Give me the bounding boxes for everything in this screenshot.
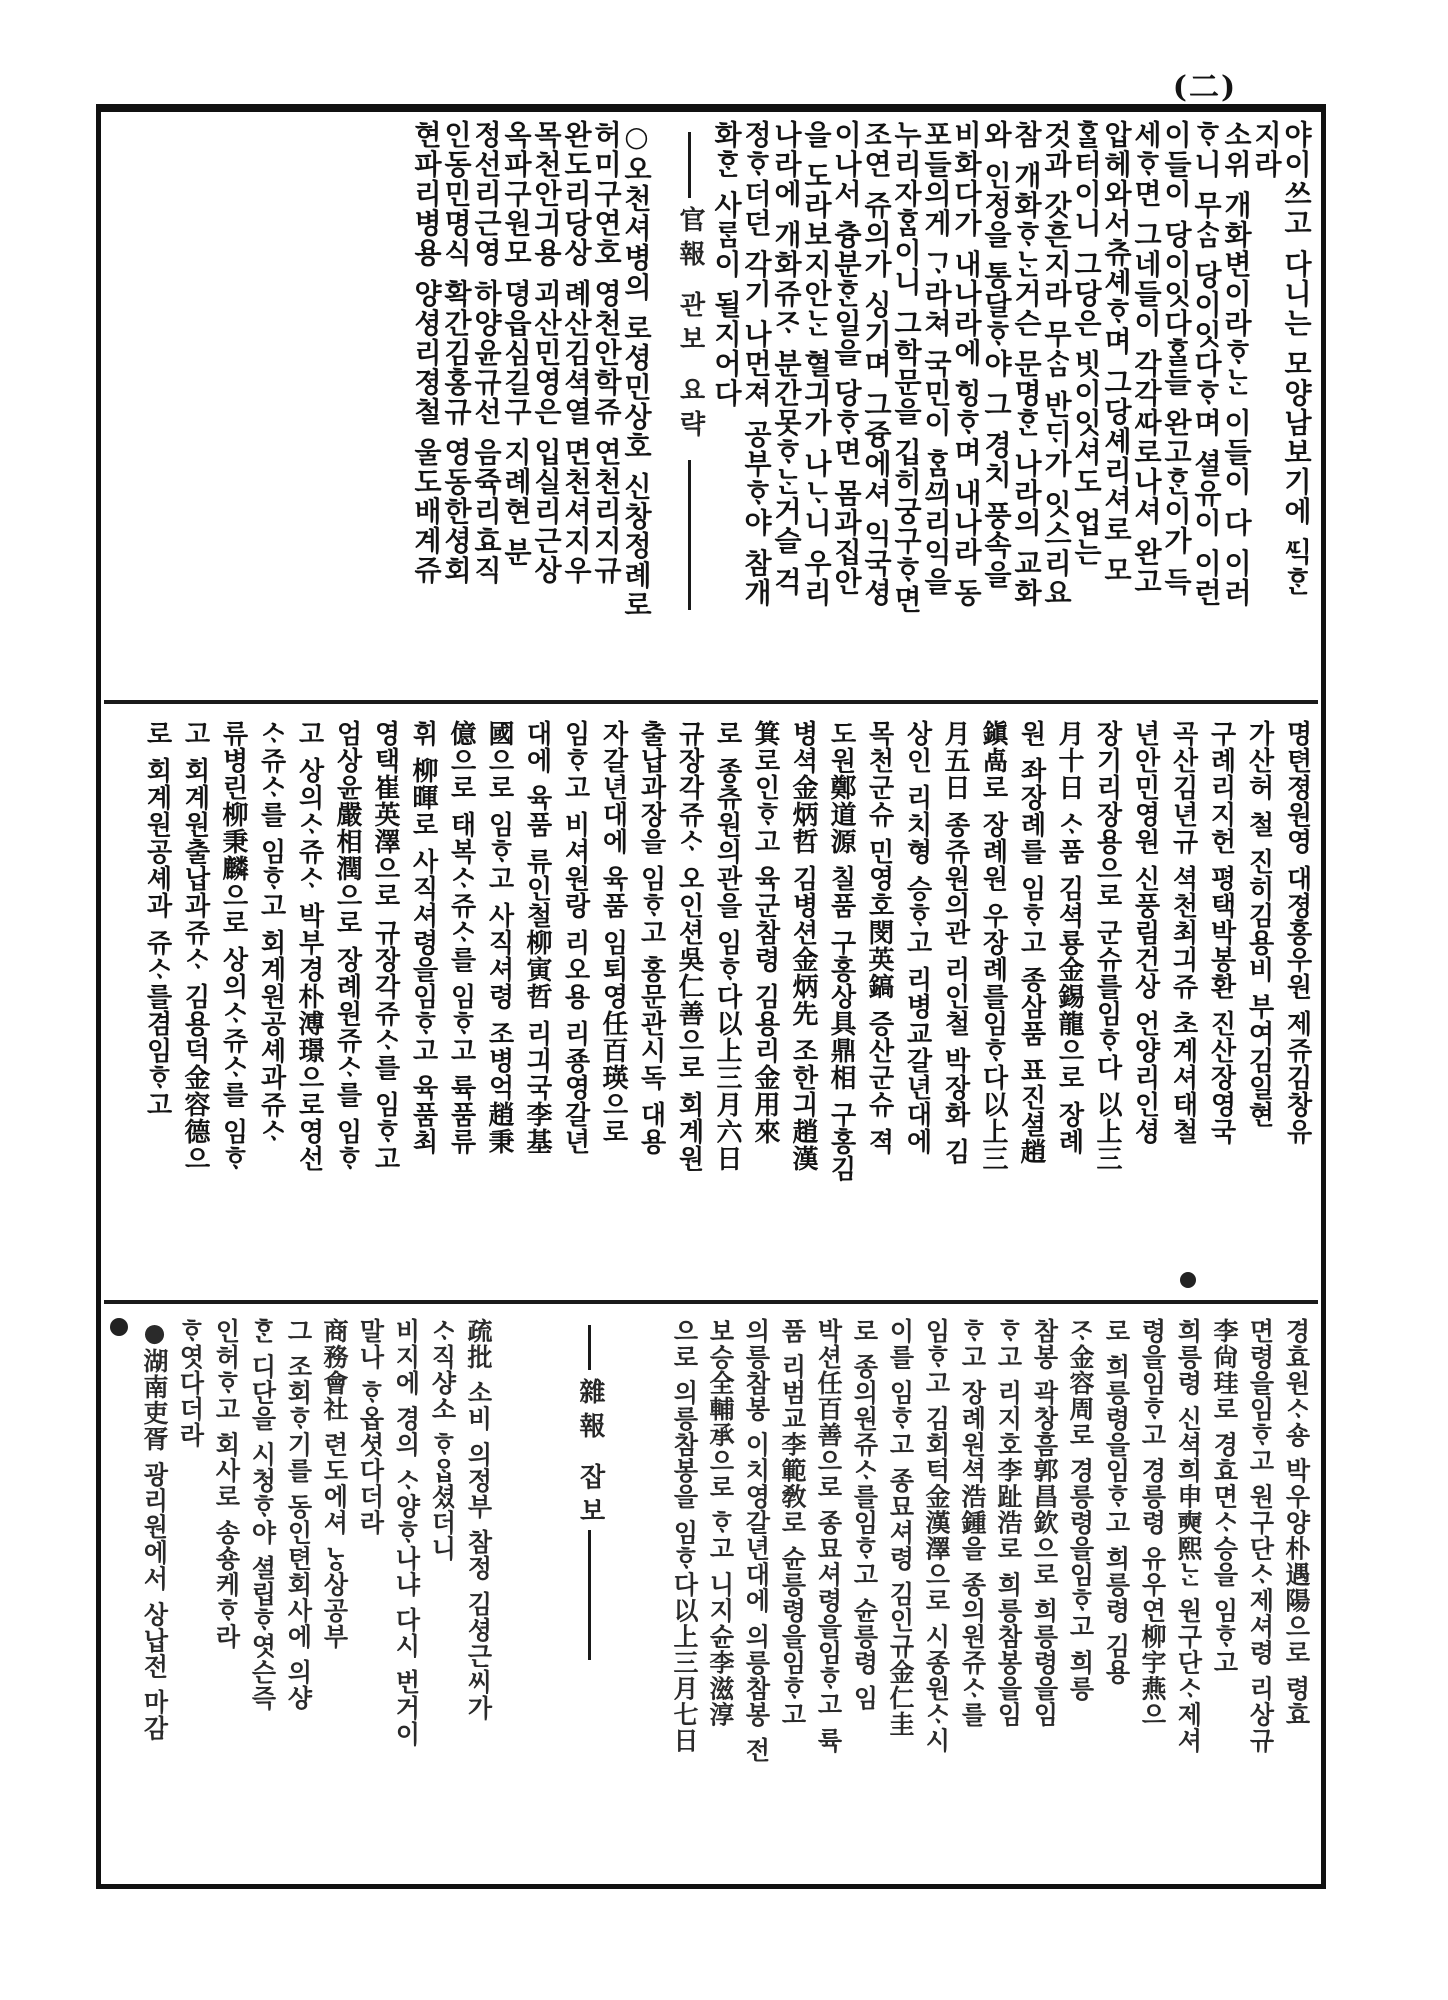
heading-rule-top [588, 1325, 591, 1370]
text-column: 년안민영원 신풍림건상 언양리인셩 [1130, 720, 1160, 1146]
text-column: 李尙珪로 경효면ᄉᆞ승을 임ᄒᆞ고 [1210, 1318, 1239, 1676]
text-column: ᄒᆞ니 무ᄉᆞᆷ 당이잇다ᄒᆞ며 셜유이 이런 [1190, 120, 1223, 608]
text-column: 휘 柳暉로 사직셔령을임ᄒᆞ고 육품최 [408, 720, 438, 1156]
text-column: 로 종의원쥬ᄉᆞ를임ᄒᆞ고 슌릉령 임 [850, 1318, 879, 1712]
text-column: 로 종츄원의관을 임ᄒᆞ다以上三月六日 [712, 720, 742, 1173]
text-column: 임ᄒᆞ고 김회턱金漢澤으로 시종원ᄉᆞ시 [922, 1318, 951, 1754]
text-column: 것과 갓흔지라 무ᄉᆞᆷ 반ᄃᆡ가 잇스리요 [1040, 120, 1073, 608]
text-column: 정ᄒᆞ더던 각기 나먼져 공부ᄒᆞ야 참개 [740, 120, 773, 608]
text-column: 로 회계원공셰과 쥬ᄉᆞ를겸임ᄒᆞ고 [142, 720, 172, 1119]
text-column: 야이쓰고 다니는 모양남보기에 ᄯᅵᆨᄒᆞᆫ [1280, 120, 1313, 597]
text-column: 鎭卨로 장례원 우장례를임ᄒᆞ다以上三 [978, 720, 1008, 1173]
text-column: 곡산김년규 셕천최긔쥬 초계셔태철 [1168, 720, 1198, 1146]
text-column: ᄉᆞ쥬ᄉᆞ를 임ᄒᆞ고 회계원공셰과쥬ᄉᆞ [256, 720, 286, 1146]
text-column: 목천군슈 민영호閔英鎬 증산군슈 젹 [864, 720, 894, 1156]
text-column: 세ᄒᆞ면 그네들이 각각ᄯᅡ로나셔 완고 [1130, 120, 1163, 597]
text-column: 말나 ᄒᆞ옵셧다더라 [356, 1318, 385, 1536]
text-column: 을 도라보지안ᄂᆞᆫ 혈긔가 나ᄂᆞ니 우리 [800, 120, 833, 608]
text-column: 月五日 종쥬원의관 리인철 박장화 김 [940, 720, 970, 1166]
text-column: 箕로인ᄒᆞ고 육군참령 김용리金用來 [750, 720, 780, 1146]
text-column: 조연 쥬의가 싱기며 그즁에셔 익국셩 [860, 120, 893, 608]
text-column: 도원鄭道源 칠품 구홍상具鼎相 구홍김 [826, 720, 856, 1183]
text-column: 이들이 당이잇다ᄒᆞᆯ들 완고ᄒᆞᆫ이가 득 [1160, 120, 1193, 597]
text-column: 경효원ᄉᆞ숑 박우양朴遇陽으로 령효 [1282, 1318, 1311, 1728]
text-column: 商務會社 련도에셔 ᄂᆞᆼ상공부 [320, 1318, 349, 1650]
text-column: ᄒᆞᆫ 디단을 시청ᄒᆞ야 셜립ᄒᆞ엿슨즉 [248, 1318, 277, 1712]
text-column: 임ᄒᆞ고 비셔원랑 리오용 리죵영갈년 [560, 720, 590, 1156]
text-column: ᄌᆞ金容周로 경릉령을임ᄒᆞ고 희릉 [1066, 1318, 1095, 1702]
text-column: 옥파구원모 뎡읍심길구 지례현 분 [500, 120, 533, 567]
ink-blot [110, 1318, 128, 1336]
text-column: 화ᄒᆞᆫ 사ᄅᆞᆷ이 될지어다 [710, 120, 743, 408]
text-column: 國으로 임ᄒᆞ고 사직셔령 조병억趙秉 [484, 720, 514, 1156]
text-column: 와 인정을 통달ᄒᆞ야 그 경치 풍속을 [980, 120, 1013, 590]
text-column: 소위 개화변이라ᄒᆞᄂᆞᆫ 이들이 다 이러 [1220, 120, 1253, 608]
text-column: 고 회계원출납과쥬ᄉᆞ 김용덕金容德으 [180, 720, 210, 1173]
text-column: 정선리근영 하양윤규선 음쥭리효직 [470, 120, 503, 585]
text-column: 비화다가 내나라에 힝ᄒᆞ며 내나라 동 [950, 120, 983, 608]
text-column: ᄒᆞ엿다더라 [176, 1318, 205, 1448]
tier-divider-1 [104, 700, 1318, 704]
text-column: 완도리당상 례산김셕열 면천셔지우 [560, 120, 593, 585]
text-column: 누리자ᄒᆞᆷ이니 그학문을 깁히궁구ᄒᆞ면 [890, 120, 923, 615]
text-column: 자갈년대에 육품 임퇴영任百瑛으로 [598, 720, 628, 1146]
text-column: 압헤와서츄셰ᄒᆞ며 그당셰리셔로 모 [1100, 120, 1133, 585]
text-column: 엄상윤嚴相潤으로 장례원쥬ᄉᆞ를 임ᄒᆞ [332, 720, 362, 1173]
text-column: 로 희릉령을임ᄒᆞ고 희릉령 김용 [1102, 1318, 1131, 1686]
text-column: 億으로 태복ᄉᆞ쥬ᄉᆞ를 임ᄒᆞ고 륙품류 [446, 720, 476, 1156]
text-column: 대에 육품 류인철柳寅哲 리긔국李基 [522, 720, 552, 1156]
heading-rule-bottom [688, 460, 691, 610]
text-column: 장기리장용으로 군슈를임ᄒᆞ다 以上三 [1092, 720, 1122, 1173]
text-column: 출납과장을 임ᄒᆞ고 홍문관시독 대용 [636, 720, 666, 1156]
text-column: 규장각쥬ᄉᆞ 오인션吳仁善으로 회계원 [674, 720, 704, 1173]
text-column: ᄒᆞ고 리지호李趾浩로 희릉참봉을임 [994, 1318, 1023, 1728]
text-column: 구례리지헌 평택박봉환 진산장영국 [1206, 720, 1236, 1146]
heading-rule-bottom [588, 1530, 591, 1660]
text-column: 이나서 츙분ᄒᆞᆫ일을 당ᄒᆞ면 몸과집안 [830, 120, 863, 597]
text-column: 허미구연호 영천안학쥬 연천리지규 [590, 120, 623, 585]
text-column: 疏批 소비 의정부 참정 김셩근씨가 [464, 1318, 493, 1721]
text-column: 참 개화ᄒᆞᄂᆞᆫ거슨 문명ᄒᆞᆫ 나라의 교화 [1010, 120, 1043, 608]
text-column: 면령을임ᄒᆞ고 원구단ᄉᆞ제셔령 리상규 [1246, 1318, 1275, 1754]
text-column: 이를 임ᄒᆞ고 종묘셔령 김인규金仁圭 [886, 1318, 915, 1738]
text-column: 나라에 개화쥬ᄌᆞ 분간못ᄒᆞᄂᆞᆫ거슬 걱 [770, 120, 803, 597]
text-column: 月十日 ᄉᆞ품 김셕룡金錫龍으로 장례 [1054, 720, 1084, 1156]
page-number: (二) [1172, 70, 1238, 105]
text-column: 상인 리치형 승ᄒᆞ고 리병교갈년대에 [902, 720, 932, 1156]
text-column: 의릉참봉 이치영갈년대에 의릉참봉 전 [742, 1318, 771, 1764]
text-column: 그 조회ᄒᆞ기를 동인텬회사에 의샹 [284, 1318, 313, 1712]
text-column: 박션任百善으로 종묘셔령을임ᄒᆞ고 륙 [814, 1318, 843, 1754]
text-column: 현파리병용 양셩리졍철 울도배계쥬 [410, 120, 443, 585]
text-column: ᄒᆞᆯ터이니 그당은 빗이잇셔도 업는 [1070, 120, 1103, 567]
text-column: 으로 의릉참봉을 임ᄒᆞ다以上三月七日 [670, 1318, 699, 1754]
text-column: 지라 [1250, 120, 1283, 179]
text-column: 류병린柳秉麟으로 상의ᄉᆞ쥬ᄉᆞ를 임ᄒᆞ [218, 720, 248, 1173]
text-column: ●湖南吏胥 광리원에서 상납전 마감 [140, 1318, 169, 1742]
text-column: ○오천셔병의 로셩민상호 신창정례로 [620, 120, 653, 620]
text-column: 가산허 철 진히김용비 부여김일현 [1244, 720, 1274, 1129]
text-column: ᄉᆞ직샹소 ᄒᆞᄋᆞᆸ셨더니 [428, 1318, 457, 1562]
section-heading-official-gazette: 官報 관보 요략 [675, 206, 705, 445]
heading-rule-top [688, 132, 691, 198]
text-column: 병셕金炳哲 김병션金炳先 조한긔趙漢 [788, 720, 818, 1173]
text-column: 희릉령 신셕희申奭熙ᄂᆞᆫ 원구단ᄉᆞ제셔 [1174, 1318, 1203, 1754]
text-column: 인허ᄒᆞ고 회사로 송숑케ᄒᆞ라 [212, 1318, 241, 1650]
text-column: 목천안긔용 괴산민영은 입실리근상 [530, 120, 563, 585]
text-column: 보승全輔承으로 ᄒᆞ고 니지슌李滋淳 [706, 1318, 735, 1728]
text-column: 인동민명식 확간김홍규 영동한셩회 [440, 120, 473, 585]
text-column: 령을임ᄒᆞ고 경릉령 유우연柳宇燕으 [1138, 1318, 1167, 1728]
text-column: 품 리범교李範敎로 슌릉령을임ᄒᆞ고 [778, 1318, 807, 1728]
text-column: 참봉 곽창흠郭昌欽으로 희릉령을임 [1030, 1318, 1059, 1728]
text-column: 포들의게 ᄀᆞ라쳐 국민이 ᄒᆞᆷᄭᅴ리익을 [920, 120, 953, 597]
text-column: 고 상의ᄉᆞ쥬ᄉᆞ 박부경朴溥璟으로영선 [294, 720, 324, 1173]
text-column: 명텬졍원영 대졍홍우원 제쥬김창유 [1282, 720, 1312, 1146]
text-column: 비지에 경의 ᄉᆞ양ᄒᆞ나냐 다시 번거이 [392, 1318, 421, 1747]
text-column: 영택崔英澤으로 규장각쥬ᄉᆞ를 임ᄒᆞ고 [370, 720, 400, 1173]
text-column: ᄒᆞ고 장례원셕浩鍾을 종의원쥬ᄉᆞ를 [958, 1318, 987, 1728]
text-column: 원 좌장례를 임ᄒᆞ고 종삼품 표진셜趙 [1016, 720, 1046, 1166]
section-heading-miscellaneous: 雜報 잡보 [575, 1378, 605, 1532]
